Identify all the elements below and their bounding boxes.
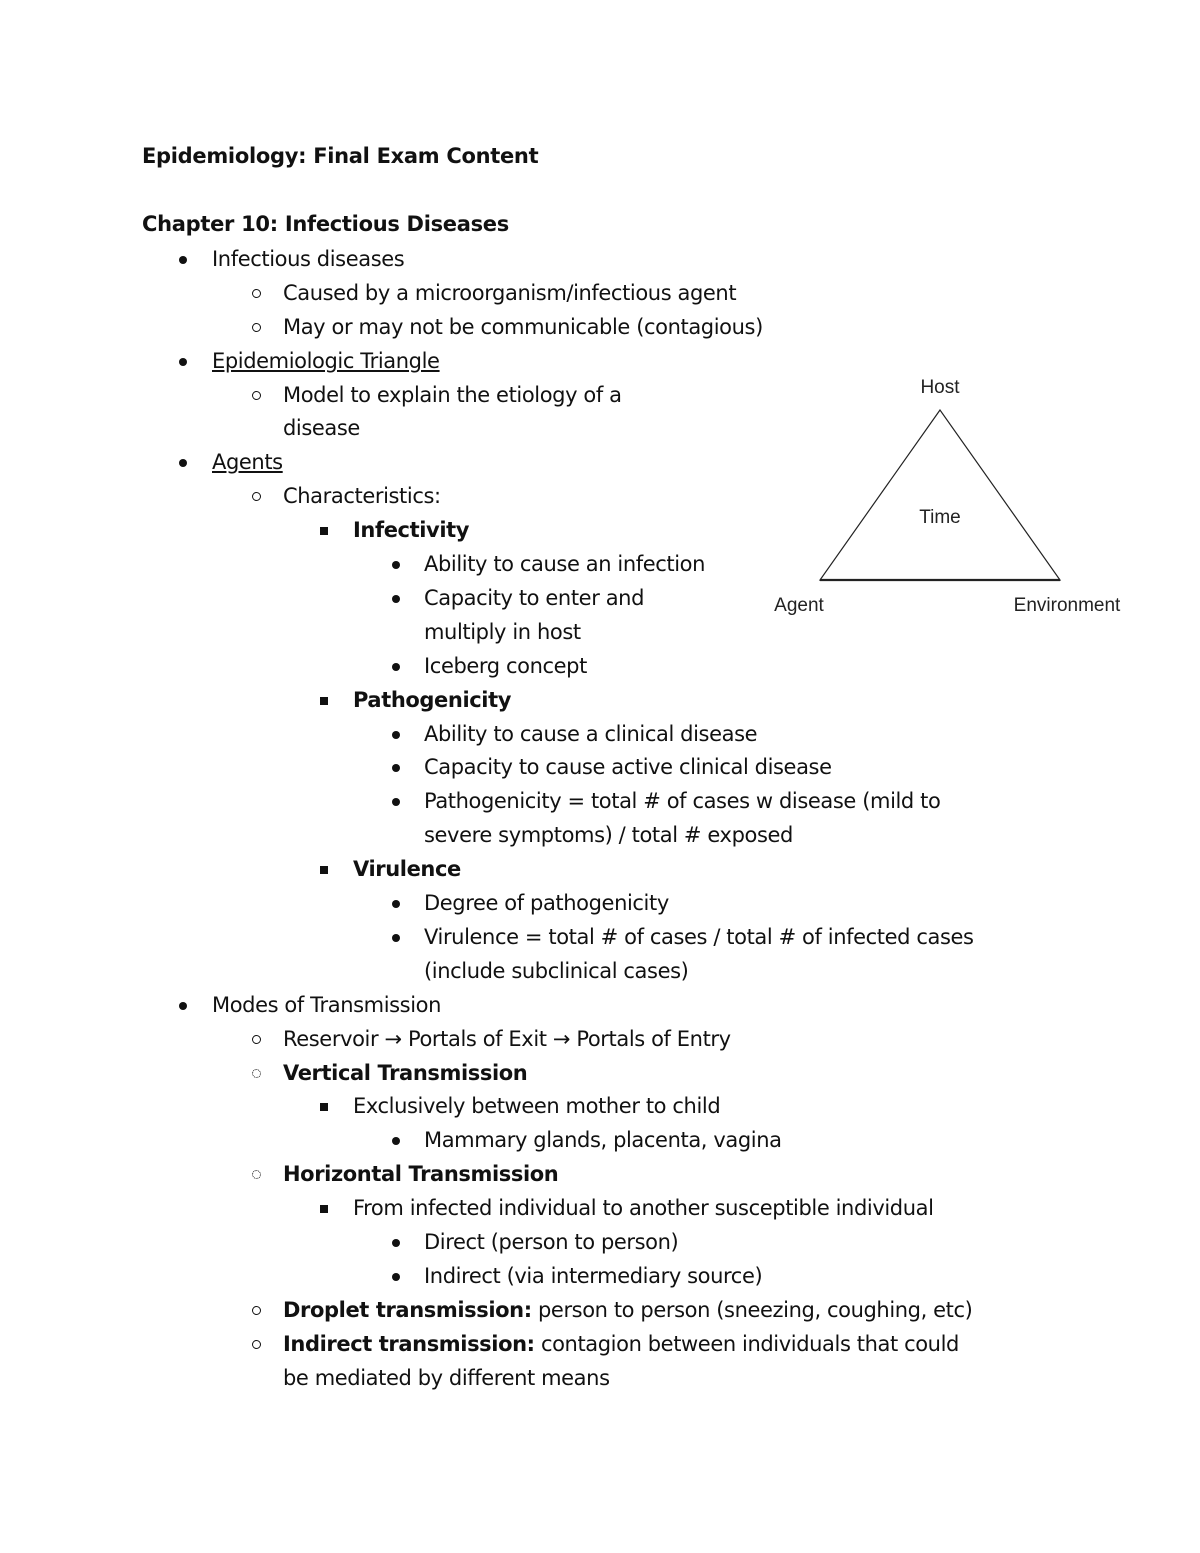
- outline-item: Horizontal Transmission: [283, 1162, 559, 1186]
- outline-item-term: Indirect transmission:: [283, 1332, 535, 1356]
- outline-item-term: Droplet transmission:: [283, 1298, 532, 1322]
- outline-item: Indirect (via intermediary source): [424, 1264, 763, 1288]
- outline-item: Ability to cause a clinical disease: [424, 722, 758, 746]
- outline-item: Modes of Transmission: [212, 993, 442, 1017]
- outline-item: Pathogenicity = total # of cases w disease (mild to: [424, 789, 941, 813]
- outline-item: Mammary glands, placenta, vagina: [424, 1128, 782, 1152]
- outline-item-definition: person to person (sneezing, coughing, etc): [531, 1298, 973, 1322]
- outline-item: Agents: [212, 450, 283, 474]
- outline-item: Vertical Transmission: [283, 1061, 528, 1085]
- outline-item-definition: contagion between individuals that could: [534, 1332, 959, 1356]
- outline-item: From infected individual to another susceptible individual: [353, 1196, 934, 1220]
- outline-item: May or may not be communicable (contagious): [283, 315, 763, 339]
- document-title: Epidemiology: Final Exam Content: [142, 144, 539, 168]
- outline-item: Virulence = total # of cases / total # of infected cases: [424, 925, 974, 949]
- outline-item: Pathogenicity: [353, 688, 512, 712]
- agent-label: Agent: [774, 595, 824, 616]
- outline-item-continuation: disease: [283, 416, 360, 440]
- outline-item: Direct (person to person): [424, 1230, 679, 1254]
- outline-item-continuation: be mediated by different means: [283, 1366, 610, 1390]
- outline-item: Ability to cause an infection: [424, 552, 706, 576]
- chapter-heading: Chapter 10: Infectious Diseases: [142, 212, 509, 236]
- host-label: Host: [920, 377, 960, 398]
- outline-item: Infectious diseases: [212, 247, 405, 271]
- outline-item: Reservoir → Portals of Exit → Portals of Entry: [283, 1027, 731, 1051]
- outline-item: Infectivity: [353, 518, 470, 542]
- outline-item: Caused by a microorganism/infectious agent: [283, 281, 737, 305]
- outline-item-continuation: severe symptoms) / total # exposed: [424, 823, 793, 847]
- outline-item: Characteristics:: [283, 484, 441, 508]
- outline-item: Model to explain the etiology of a: [283, 383, 622, 407]
- outline-item: [283, 1331, 959, 1357]
- outline-item: Capacity to cause active clinical disease: [424, 755, 832, 779]
- epidemiologic-triangle-diagram: [760, 370, 1140, 620]
- outline-item: Virulence: [353, 857, 461, 881]
- outline-item: Epidemiologic Triangle: [212, 349, 440, 373]
- outline-item-continuation: multiply in host: [424, 620, 581, 644]
- outline-item: Exclusively between mother to child: [353, 1094, 721, 1118]
- outline-item: Degree of pathogenicity: [424, 891, 669, 915]
- outline-item-continuation: (include subclinical cases): [424, 959, 689, 983]
- outline-item: Capacity to enter and: [424, 586, 645, 610]
- outline-item: [283, 1297, 972, 1323]
- triangle-shape: [820, 410, 1060, 580]
- environment-label: Environment: [1013, 595, 1121, 616]
- outline-item: Iceberg concept: [424, 654, 587, 678]
- time-label: Time: [919, 507, 961, 528]
